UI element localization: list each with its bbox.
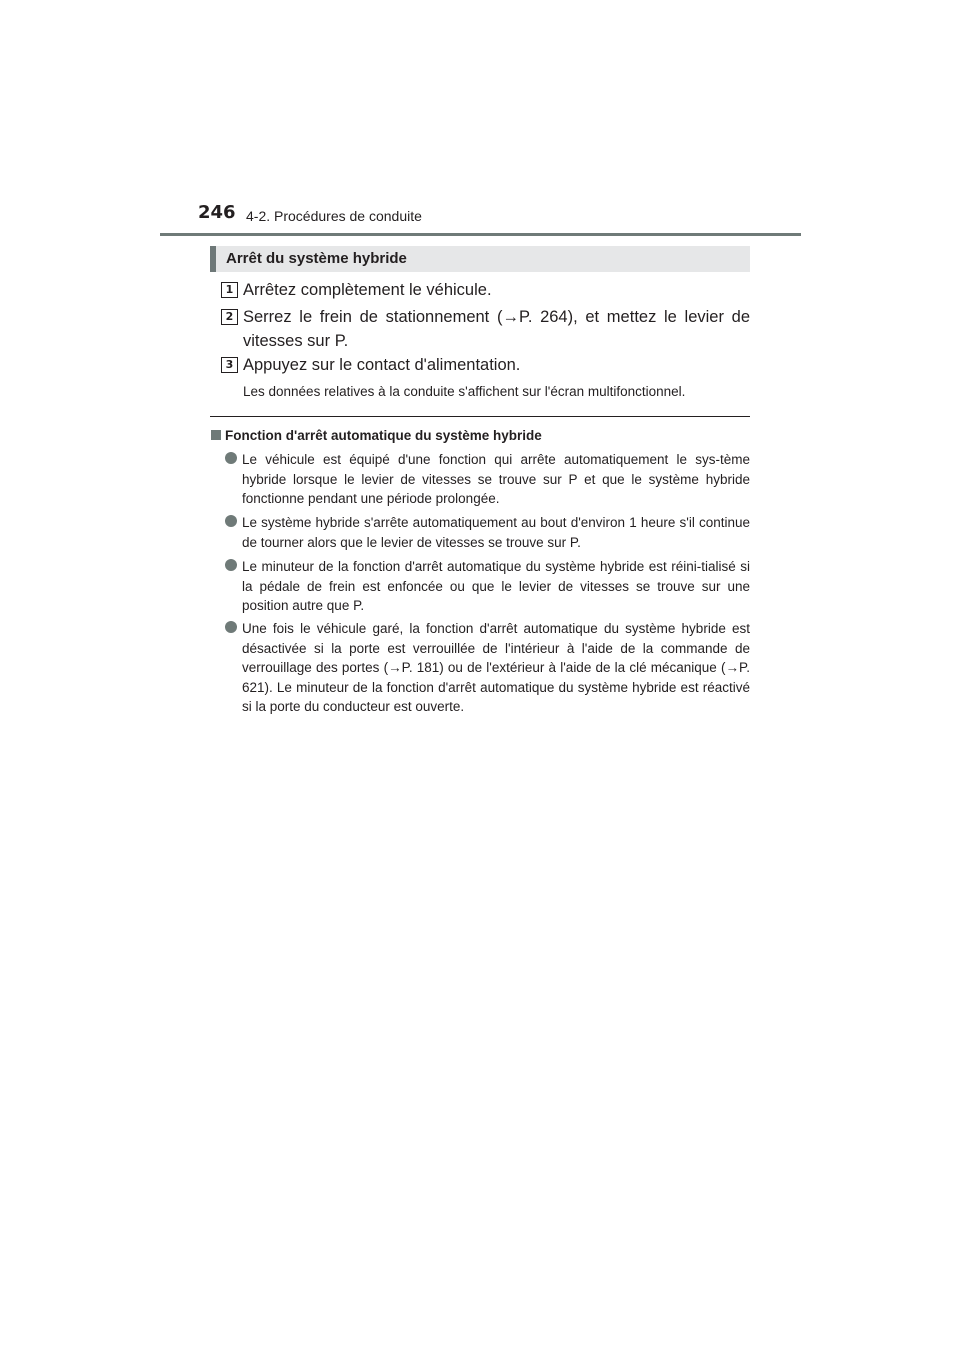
square-bullet-icon [211,430,221,440]
section-title-box [210,246,750,272]
step-1-text: Arrêtez complètement le véhicule. [243,281,492,299]
header-divider [160,233,801,236]
list-item-text: Le système hybride s'arrête automatiquement au bout d'environ 1 heure s'il continue de tourner alors que le levier de vitesses se trouve sur P. [242,515,750,550]
step-1-number: 1 [221,282,238,298]
list-item [225,619,750,717]
list-item-text: Une fois le véhicule garé, la fonction d'arrêt automatique du système hybride est désactivée si la porte est verrouillée de l'intérieur à l'aide de la commande de verrouillage des portes (→P. 181) ou de l'extérieur à l'aide de la clé mécanique (→P. 621). Le minuteur de la fonction d'arrêt automatique du système hybride est réactivé si la porte du conducteur est ouverte. [242,621,750,714]
list-item-text: Le véhicule est équipé d'une fonction qui arrête automatiquement le sys-tème hybride lorsque le levier de vitesses se trouve sur P et que le système hybride fonctionne pendant une période prolongée. [242,452,750,506]
page-number: 246 [198,202,236,223]
step-3-number: 3 [221,357,238,373]
circle-bullet-icon [225,515,237,527]
circle-bullet-icon [225,621,237,633]
section-title: Arrêt du système hybride [226,250,407,267]
subsection-title: Fonction d'arrêt automatique du système hybride [225,428,542,443]
list-item-text: Le minuteur de la fonction d'arrêt automatique du système hybride est réini-tialisé si la pédale de frein est enfoncée ou que le levier de vitesses se trouve sur une position autre que P. [242,559,750,613]
list-item [225,557,750,616]
subsection-heading [211,428,542,443]
circle-bullet-icon [225,452,237,464]
step-3-text: Appuyez sur le contact d'alimentation. [243,356,521,374]
section-reference: 4-2. Procédures de conduite [246,208,422,224]
step-note: Les données relatives à la conduite s'affichent sur l'écran multifonctionnel. [243,384,686,399]
list-item [225,513,750,552]
step-2-text: Serrez le frein de stationnement (→P. 264), et mettez le levier de vitesses sur P. [243,308,750,350]
section-divider [210,416,750,417]
circle-bullet-icon [225,559,237,571]
page-header [198,202,810,236]
step-2-number: 2 [221,309,238,325]
list-item [225,450,750,509]
